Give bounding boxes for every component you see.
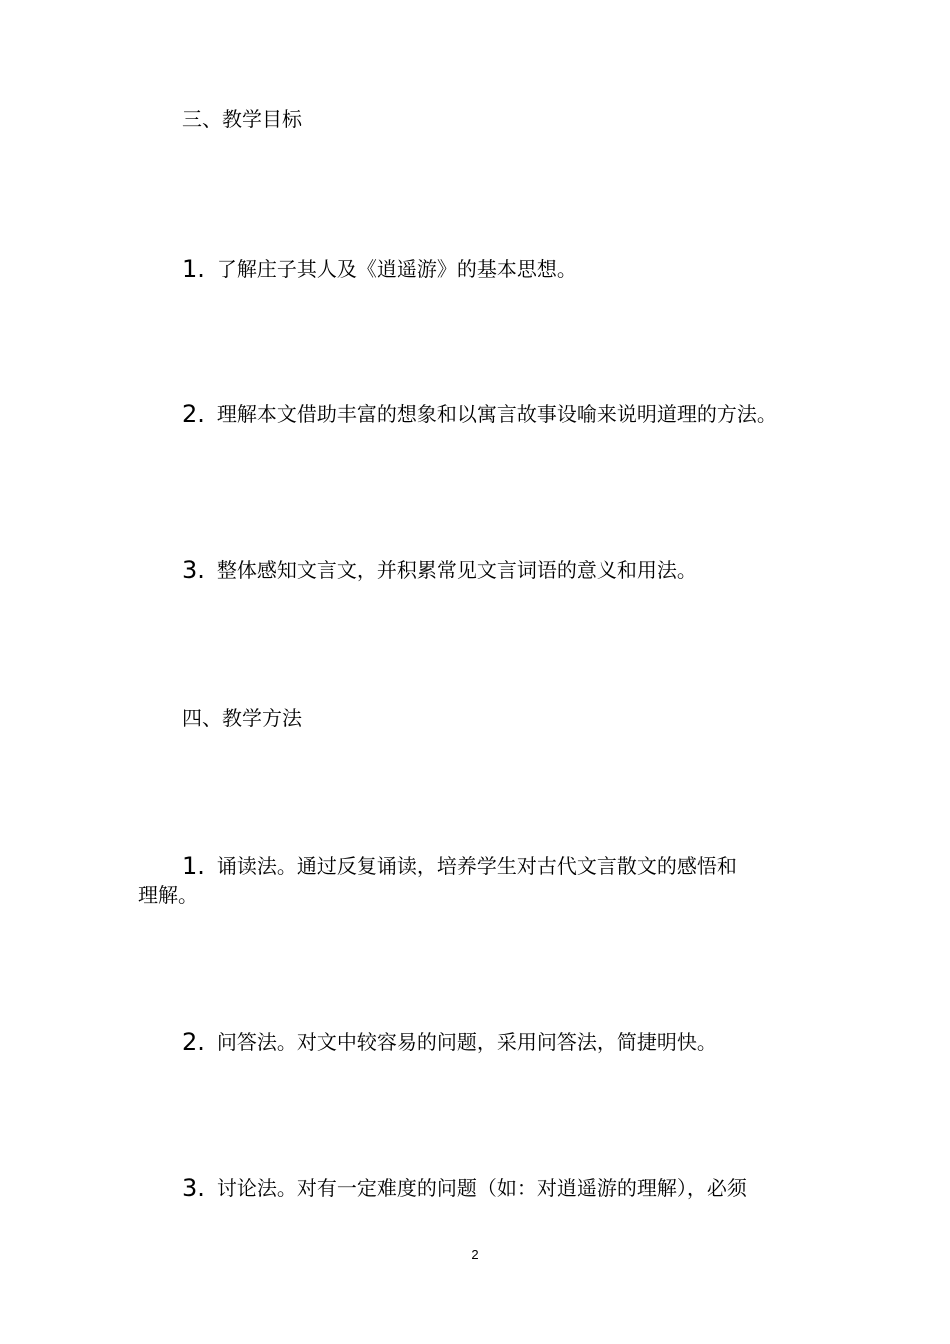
method-item-3 (182, 1175, 747, 1201)
page-number: 2 (471, 1247, 479, 1262)
goal-item-1-text: 了解庄子其人及《逍遥游》的基本思想。 (216, 257, 577, 281)
method-item-2-text: 问答法。对文中较容易的问题，采用问答法，简捷明快。 (216, 1030, 717, 1054)
method-item-2 (182, 1029, 717, 1055)
section-heading-goals: 三、教学目标 (182, 107, 302, 131)
method-item-3-text: 讨论法。对有一定难度的问题（如：对逍遥游的理解），必须 (216, 1176, 747, 1200)
method-item-1 (182, 853, 737, 879)
goal-item-1-number: 1. (182, 255, 205, 283)
goal-item-2-text: 理解本文借助丰富的想象和以寓言故事设喻来说明道理的方法。 (216, 402, 777, 426)
method-item-3-number: 3. (182, 1174, 205, 1202)
method-item-1-number: 1. (182, 852, 205, 880)
goal-item-3-text: 整体感知文言文，并积累常见文言词语的意义和用法。 (216, 558, 697, 582)
goal-item-2-number: 2. (182, 400, 205, 428)
method-item-1-text: 诵读法。通过反复诵读，培养学生对古代文言散文的感悟和 (216, 854, 737, 878)
goal-item-3 (182, 557, 697, 583)
method-item-1-continuation: 理解。 (138, 883, 198, 907)
goal-item-3-number: 3. (182, 556, 205, 584)
method-item-2-number: 2. (182, 1028, 205, 1056)
goal-item-2 (182, 401, 777, 427)
goal-item-1 (182, 256, 577, 282)
section-heading-methods: 四、教学方法 (182, 706, 302, 730)
